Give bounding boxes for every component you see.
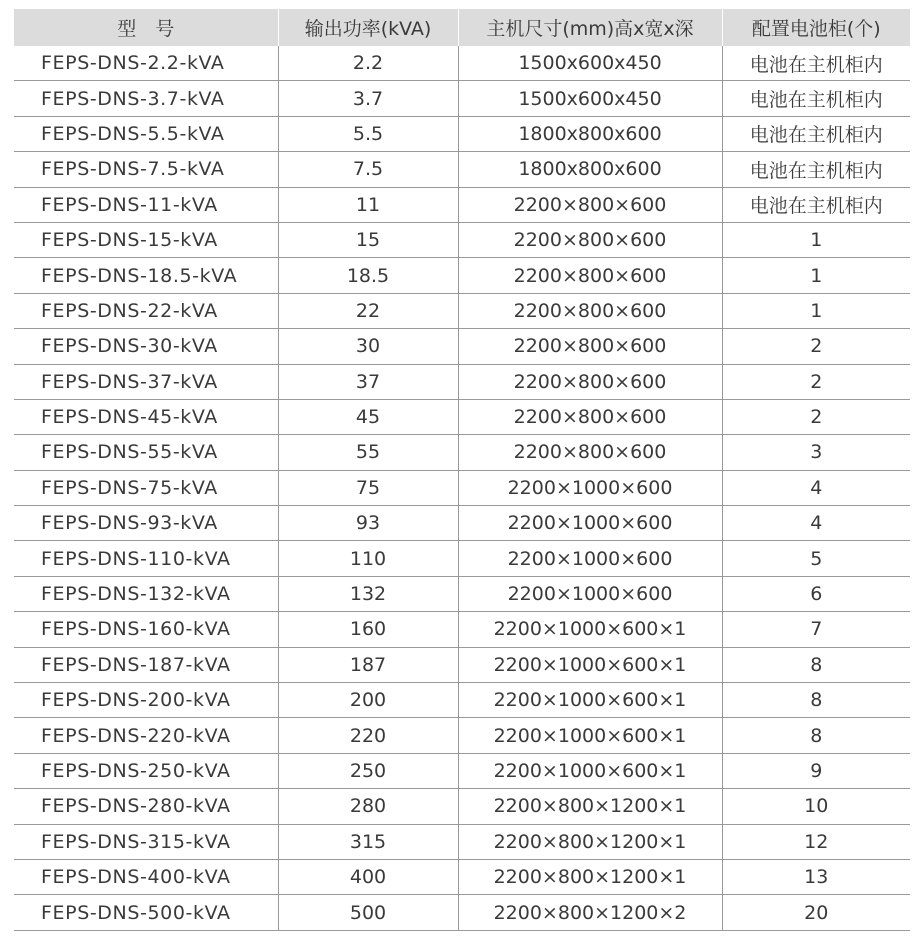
model-cell: FEPS-DNS-7.5-kVA <box>14 152 278 187</box>
table-row <box>14 258 910 293</box>
dimensions-cell: 1800x800x600 <box>458 116 722 151</box>
output-power-cell: 250 <box>278 753 458 788</box>
output-power-cell: 55 <box>278 435 458 470</box>
battery-cabinets-cell: 13 <box>722 859 910 894</box>
dimensions-cell: 2200×1000×600×1 <box>458 683 722 718</box>
dimensions-cell: 2200×1000×600×1 <box>458 647 722 682</box>
battery-cabinets-cell: 8 <box>722 683 910 718</box>
model-cell: FEPS-DNS-11-kVA <box>14 187 278 222</box>
dimensions-cell: 2200×1000×600 <box>458 470 722 505</box>
table-row <box>14 187 910 222</box>
output-power-cell: 160 <box>278 612 458 647</box>
model-cell: FEPS-DNS-250-kVA <box>14 753 278 788</box>
output-power-cell: 45 <box>278 399 458 434</box>
battery-cabinets-cell: 8 <box>722 718 910 753</box>
output-power-cell: 93 <box>278 506 458 541</box>
table-row <box>14 329 910 364</box>
dimensions-cell: 2200×1000×600 <box>458 576 722 611</box>
dimensions-cell: 2200×800×600 <box>458 293 722 328</box>
battery-cabinets-cell: 电池在主机柜内 <box>722 187 910 222</box>
battery-cabinets-cell: 6 <box>722 576 910 611</box>
output-power-cell: 280 <box>278 789 458 824</box>
table-row <box>14 718 910 753</box>
model-cell: FEPS-DNS-75-kVA <box>14 470 278 505</box>
battery-cabinets-cell: 7 <box>722 612 910 647</box>
battery-cabinets-cell: 电池在主机柜内 <box>722 116 910 151</box>
dimensions-cell: 2200×1000×600×1 <box>458 718 722 753</box>
table-row <box>14 824 910 859</box>
table-row <box>14 576 910 611</box>
dimensions-cell: 2200×800×600 <box>458 222 722 257</box>
battery-cabinets-cell: 20 <box>722 895 910 930</box>
table-row <box>14 364 910 399</box>
model-cell: FEPS-DNS-187-kVA <box>14 647 278 682</box>
table-row <box>14 506 910 541</box>
table-row <box>14 293 910 328</box>
dimensions-cell: 2200×800×1200×1 <box>458 859 722 894</box>
model-cell: FEPS-DNS-93-kVA <box>14 506 278 541</box>
output-power-cell: 22 <box>278 293 458 328</box>
model-cell: FEPS-DNS-315-kVA <box>14 824 278 859</box>
output-power-cell: 3.7 <box>278 81 458 116</box>
battery-cabinets-cell: 电池在主机柜内 <box>722 46 910 81</box>
table-body <box>14 46 910 930</box>
dimensions-cell: 1800x800x600 <box>458 152 722 187</box>
model-cell: FEPS-DNS-5.5-kVA <box>14 116 278 151</box>
model-cell: FEPS-DNS-400-kVA <box>14 859 278 894</box>
table-row <box>14 895 910 930</box>
dimensions-cell: 2200×1000×600×1 <box>458 612 722 647</box>
output-power-cell: 315 <box>278 824 458 859</box>
output-power-cell: 2.2 <box>278 46 458 81</box>
battery-cabinets-cell: 12 <box>722 824 910 859</box>
battery-cabinets-cell: 2 <box>722 364 910 399</box>
spec-table <box>14 9 910 931</box>
table-row <box>14 612 910 647</box>
table-row <box>14 789 910 824</box>
model-cell: FEPS-DNS-22-kVA <box>14 293 278 328</box>
header-row <box>14 9 910 46</box>
model-cell: FEPS-DNS-500-kVA <box>14 895 278 930</box>
model-cell: FEPS-DNS-55-kVA <box>14 435 278 470</box>
battery-cabinets-cell: 电池在主机柜内 <box>722 81 910 116</box>
output-power-cell: 500 <box>278 895 458 930</box>
dimensions-cell: 2200×800×600 <box>458 187 722 222</box>
battery-cabinets-cell: 10 <box>722 789 910 824</box>
output-power-cell: 200 <box>278 683 458 718</box>
header-battery-cabinets: 配置电池柜(个) <box>722 9 910 46</box>
dimensions-cell: 1500x600x450 <box>458 81 722 116</box>
dimensions-cell: 2200×800×600 <box>458 329 722 364</box>
output-power-cell: 37 <box>278 364 458 399</box>
model-cell: FEPS-DNS-3.7-kVA <box>14 81 278 116</box>
battery-cabinets-cell: 4 <box>722 470 910 505</box>
output-power-cell: 132 <box>278 576 458 611</box>
table-row <box>14 81 910 116</box>
dimensions-cell: 2200×800×1200×1 <box>458 824 722 859</box>
battery-cabinets-cell: 电池在主机柜内 <box>722 152 910 187</box>
header-dimensions: 主机尺寸(mm)高x宽x深 <box>458 9 722 46</box>
dimensions-cell: 2200×1000×600 <box>458 541 722 576</box>
table-header <box>14 9 910 46</box>
table-row <box>14 152 910 187</box>
dimensions-cell: 2200×800×1200×2 <box>458 895 722 930</box>
table-row <box>14 470 910 505</box>
dimensions-cell: 2200×800×600 <box>458 258 722 293</box>
output-power-cell: 18.5 <box>278 258 458 293</box>
table-row <box>14 116 910 151</box>
dimensions-cell: 2200×800×1200×1 <box>458 789 722 824</box>
model-cell: FEPS-DNS-220-kVA <box>14 718 278 753</box>
model-cell: FEPS-DNS-2.2-kVA <box>14 46 278 81</box>
model-cell: FEPS-DNS-15-kVA <box>14 222 278 257</box>
dimensions-cell: 2200×800×600 <box>458 435 722 470</box>
model-cell: FEPS-DNS-280-kVA <box>14 789 278 824</box>
header-output-power: 输出功率(kVA) <box>278 9 458 46</box>
output-power-cell: 30 <box>278 329 458 364</box>
table-row <box>14 399 910 434</box>
battery-cabinets-cell: 1 <box>722 258 910 293</box>
dimensions-cell: 2200×1000×600 <box>458 506 722 541</box>
table-row <box>14 222 910 257</box>
model-cell: FEPS-DNS-200-kVA <box>14 683 278 718</box>
model-cell: FEPS-DNS-18.5-kVA <box>14 258 278 293</box>
dimensions-cell: 2200×800×600 <box>458 399 722 434</box>
table-row <box>14 541 910 576</box>
model-cell: FEPS-DNS-132-kVA <box>14 576 278 611</box>
battery-cabinets-cell: 4 <box>722 506 910 541</box>
dimensions-cell: 2200×1000×600×1 <box>458 753 722 788</box>
table-row <box>14 753 910 788</box>
output-power-cell: 15 <box>278 222 458 257</box>
header-model: 型 号 <box>14 9 278 46</box>
output-power-cell: 5.5 <box>278 116 458 151</box>
table-row <box>14 859 910 894</box>
table-row <box>14 435 910 470</box>
battery-cabinets-cell: 2 <box>722 329 910 364</box>
battery-cabinets-cell: 1 <box>722 222 910 257</box>
output-power-cell: 110 <box>278 541 458 576</box>
battery-cabinets-cell: 9 <box>722 753 910 788</box>
output-power-cell: 7.5 <box>278 152 458 187</box>
battery-cabinets-cell: 1 <box>722 293 910 328</box>
table-row <box>14 46 910 81</box>
output-power-cell: 75 <box>278 470 458 505</box>
dimensions-cell: 2200×800×600 <box>458 364 722 399</box>
battery-cabinets-cell: 3 <box>722 435 910 470</box>
output-power-cell: 187 <box>278 647 458 682</box>
output-power-cell: 220 <box>278 718 458 753</box>
model-cell: FEPS-DNS-160-kVA <box>14 612 278 647</box>
table-row <box>14 683 910 718</box>
table-row <box>14 647 910 682</box>
battery-cabinets-cell: 5 <box>722 541 910 576</box>
output-power-cell: 11 <box>278 187 458 222</box>
model-cell: FEPS-DNS-30-kVA <box>14 329 278 364</box>
output-power-cell: 400 <box>278 859 458 894</box>
battery-cabinets-cell: 8 <box>722 647 910 682</box>
model-cell: FEPS-DNS-37-kVA <box>14 364 278 399</box>
battery-cabinets-cell: 2 <box>722 399 910 434</box>
model-cell: FEPS-DNS-45-kVA <box>14 399 278 434</box>
dimensions-cell: 1500x600x450 <box>458 46 722 81</box>
model-cell: FEPS-DNS-110-kVA <box>14 541 278 576</box>
